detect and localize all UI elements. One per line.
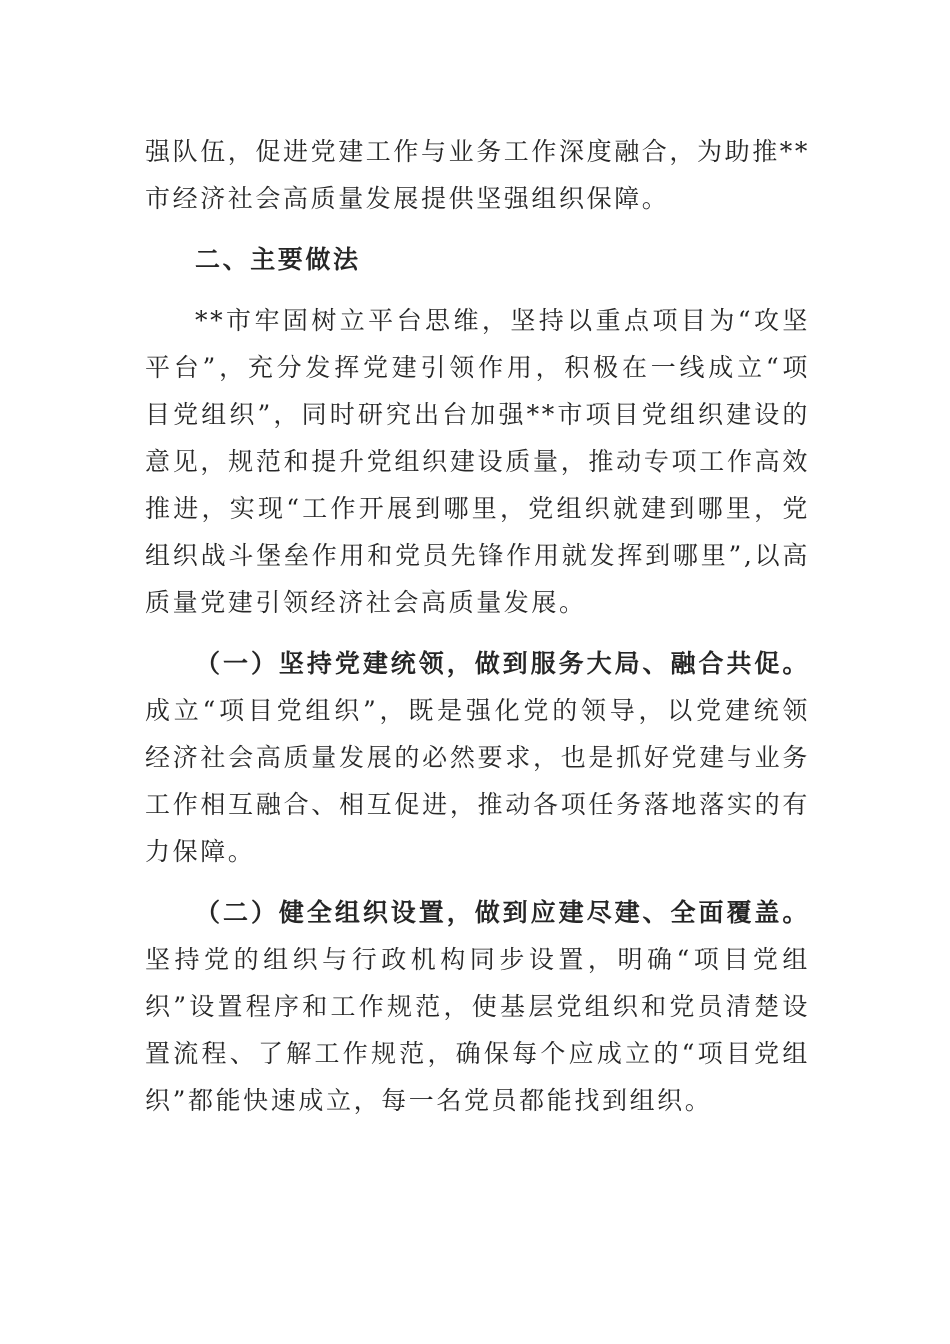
item-2-body: 坚持党的组织与行政机构同步设置，明确“项目党组织”设置程序和工作规范，使基层党组织和党员清楚设置流程、了解工作规范，确保每个应成立的“项目党组织”都能快速成立，每一名党员都能找到组织。 [145, 945, 810, 1115]
item-1-paragraph [145, 640, 810, 875]
item-1-lead: （一）坚持党建统领，做到服务大局、融合共促。 [195, 649, 810, 678]
section-heading: 二、主要做法 [195, 245, 361, 274]
item-2-paragraph [145, 889, 810, 1124]
item-1-body: 成立“项目党组织”，既是强化党的领导，以党建统领经济社会高质量发展的必然要求，也是抓好党建与业务工作相互融合、相互促进，推动各项任务落地落实的有力保障。 [145, 696, 810, 866]
continuation-paragraph: 强队伍，促进党建工作与业务工作深度融合，为助推**市经济社会高质量发展提供坚强组织保障。 [145, 137, 811, 213]
intro-paragraph: **市牢固树立平台思维，坚持以重点项目为“攻坚平台”，充分发挥党建引领作用，积极在一线成立“项目党组织”，同时研究出台加强**市项目党组织建设的意见，规范和提升党组织建设质量，推动专项工作高效推进，实现“工作开展到哪里，党组织就建到哪里，党组织战斗堡垒作用和党员先锋作用就发挥到哪里”,以高质量党建引领经济社会高质量发展。 [145, 306, 810, 617]
item-2-lead: （二）健全组织设置，做到应建尽建、全面覆盖。 [195, 898, 810, 927]
document-body [145, 128, 810, 1124]
